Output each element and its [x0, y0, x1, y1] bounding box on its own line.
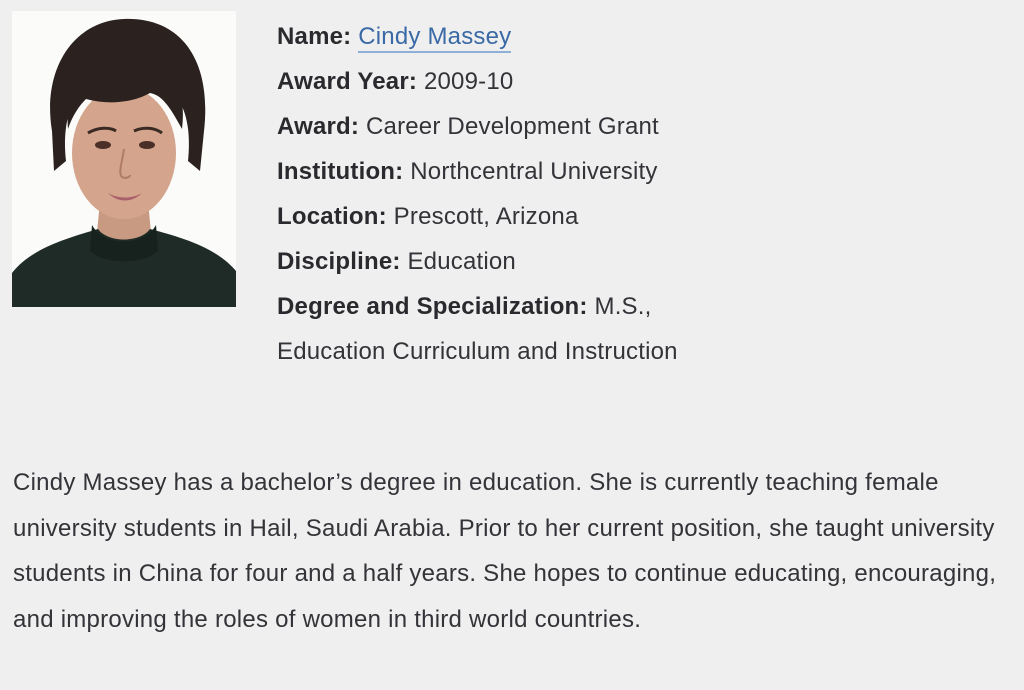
- location-value: Prescott, Arizona: [393, 203, 579, 230]
- institution-value: Northcentral University: [410, 158, 658, 185]
- bio-paragraph: Cindy Massey has a bachelor’s degree in education. She is currently teaching female university students in Hail, Saudi Arabia. Prior to her current position, she taught university students in China for four and a half years. She hopes to continue educating, encouraging, and improving the roles of women in third world countries.: [13, 469, 997, 633]
- discipline-label: Discipline:: [277, 248, 401, 275]
- institution-label: Institution:: [277, 158, 404, 185]
- award-year-label: Award Year:: [277, 68, 418, 95]
- profile-details: [277, 14, 757, 374]
- award-row: [277, 104, 757, 149]
- degree-row: [277, 284, 757, 374]
- award-label: Award:: [277, 113, 360, 140]
- degree-label: Degree and Specialization:: [277, 293, 588, 320]
- institution-row: [277, 149, 757, 194]
- discipline-row: [277, 239, 757, 284]
- award-year-row: [277, 59, 757, 104]
- award-year-value: 2009-10: [423, 68, 514, 95]
- name-label: Name:: [277, 23, 352, 50]
- location-label: Location:: [277, 203, 387, 230]
- name-link[interactable]: Cindy Massey: [358, 23, 511, 53]
- profile-photo: [12, 11, 236, 307]
- award-value: Career Development Grant: [365, 113, 659, 140]
- location-row: [277, 194, 757, 239]
- discipline-value: Education: [407, 248, 516, 275]
- degree-value: M.S., Education Curriculum and Instruction: [277, 293, 678, 365]
- name-row: [277, 14, 757, 59]
